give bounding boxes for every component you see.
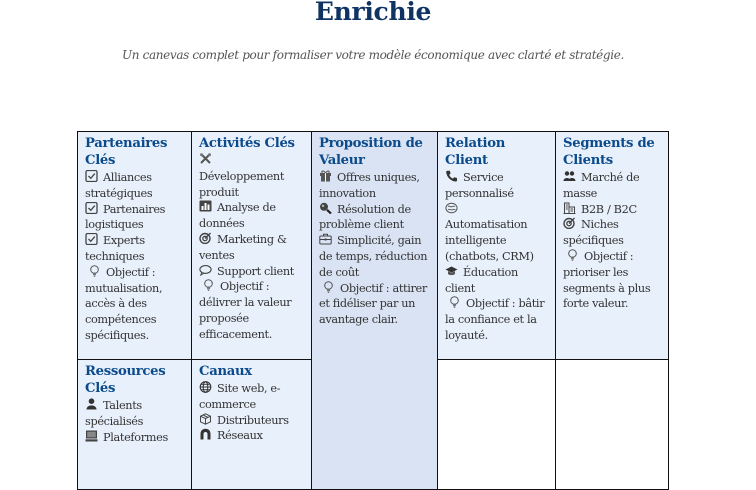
- list-item: Réseaux: [199, 428, 304, 444]
- lightbulb-icon: [448, 296, 461, 308]
- target-icon: [563, 217, 576, 229]
- magnifier-icon: [319, 202, 332, 214]
- list-item-objective: Objectif : prioriser les segments à plus forte valeur.: [563, 249, 651, 311]
- list-item: B2B / B2C: [563, 202, 661, 218]
- tools-icon: [199, 153, 212, 165]
- cell-title: Activités Clés: [199, 136, 295, 151]
- lightbulb-icon: [88, 265, 101, 277]
- target-icon: [199, 232, 212, 244]
- briefcase-icon: [319, 233, 332, 245]
- brain-icon: [445, 202, 458, 214]
- checkbox-icon: [85, 170, 98, 182]
- cell-canaux: [192, 360, 312, 490]
- list-item: Site web, e-commerce: [199, 382, 281, 411]
- cell-title: Ressources Clés: [85, 364, 166, 396]
- speech-bubble-icon: [199, 264, 212, 276]
- list-item: Service personnalisé: [445, 171, 514, 200]
- list-item: Support client: [199, 264, 304, 280]
- cell-segments-de-clients: [556, 132, 669, 360]
- checkbox-icon: [85, 233, 98, 245]
- cell-title: Partenaires Clés: [85, 136, 168, 168]
- computer-icon: [85, 430, 98, 442]
- page-subtitle: Un canevas complet pour formaliser votre modèle économique avec clarté et stratégie.: [122, 48, 624, 62]
- list-item-objective: Objectif : bâtir la confiance et la loyauté.: [445, 297, 545, 342]
- bar-chart-icon: [199, 200, 212, 212]
- list-item: Experts techniques: [85, 234, 145, 263]
- cell-title: Canaux: [199, 364, 252, 379]
- list-item: Éducation client: [445, 265, 518, 295]
- person-icon: [85, 398, 98, 410]
- list-item-objective: Objectif : mutualisation, accès à des compétences spécifiques.: [85, 265, 163, 342]
- cell-title: Proposition de Valeur: [319, 136, 423, 168]
- cell-title: Segments de Clients: [563, 136, 655, 168]
- people-icon: [563, 170, 576, 182]
- package-icon: [199, 413, 212, 425]
- gift-icon: [319, 170, 332, 182]
- lightbulb-icon: [202, 279, 215, 291]
- list-item: Plateformes: [85, 430, 184, 446]
- list-item: Talents spécialisés: [85, 399, 144, 428]
- cell-activites-cles: [192, 132, 312, 360]
- lightbulb-icon: [322, 281, 335, 293]
- graduation-cap-icon: [445, 265, 458, 277]
- checkbox-icon: [85, 202, 98, 214]
- list-item-objective: Objectif : attirer et fidéliser par un avantage clair.: [319, 281, 427, 327]
- list-item: Distributeurs: [199, 413, 304, 429]
- buildings-icon: [563, 202, 576, 214]
- list-item: Simplicité, gain de temps, réduction de coût: [319, 234, 428, 279]
- cell-title: Relation Client: [445, 136, 505, 168]
- page-title: Enrichie: [314, 0, 432, 26]
- magnet-icon: [199, 428, 212, 440]
- list-item: Offres uniques, innovation: [319, 171, 420, 200]
- list-item-objective: Objectif : délivrer la valeur proposée efficacement.: [199, 280, 292, 341]
- cell-partenaires-cles: [78, 132, 192, 360]
- list-item: Marché de masse: [563, 171, 640, 200]
- list-item: Résolution de problème client: [319, 202, 411, 232]
- cell-proposition-de-valeur: [312, 132, 438, 490]
- list-item: Marketing & ventes: [199, 232, 287, 262]
- list-item: Développement produit: [199, 153, 304, 200]
- list-item: Partenaires logistiques: [85, 202, 166, 232]
- list-item: Analyse de données: [199, 201, 276, 231]
- business-model-canvas: [77, 131, 669, 490]
- cell-relation-client: [438, 132, 556, 360]
- list-item: Niches spécifiques: [563, 218, 624, 248]
- lightbulb-icon: [566, 249, 579, 261]
- list-item: Automatisation intelligente (chatbots, CRM): [445, 202, 548, 265]
- phone-icon: [445, 170, 458, 182]
- cell-empty-1: [438, 360, 556, 490]
- cell-empty-2: [556, 360, 669, 490]
- cell-ressources-cles: [78, 360, 192, 490]
- globe-icon: [199, 381, 212, 393]
- list-item: Alliances stratégiques: [85, 171, 153, 200]
